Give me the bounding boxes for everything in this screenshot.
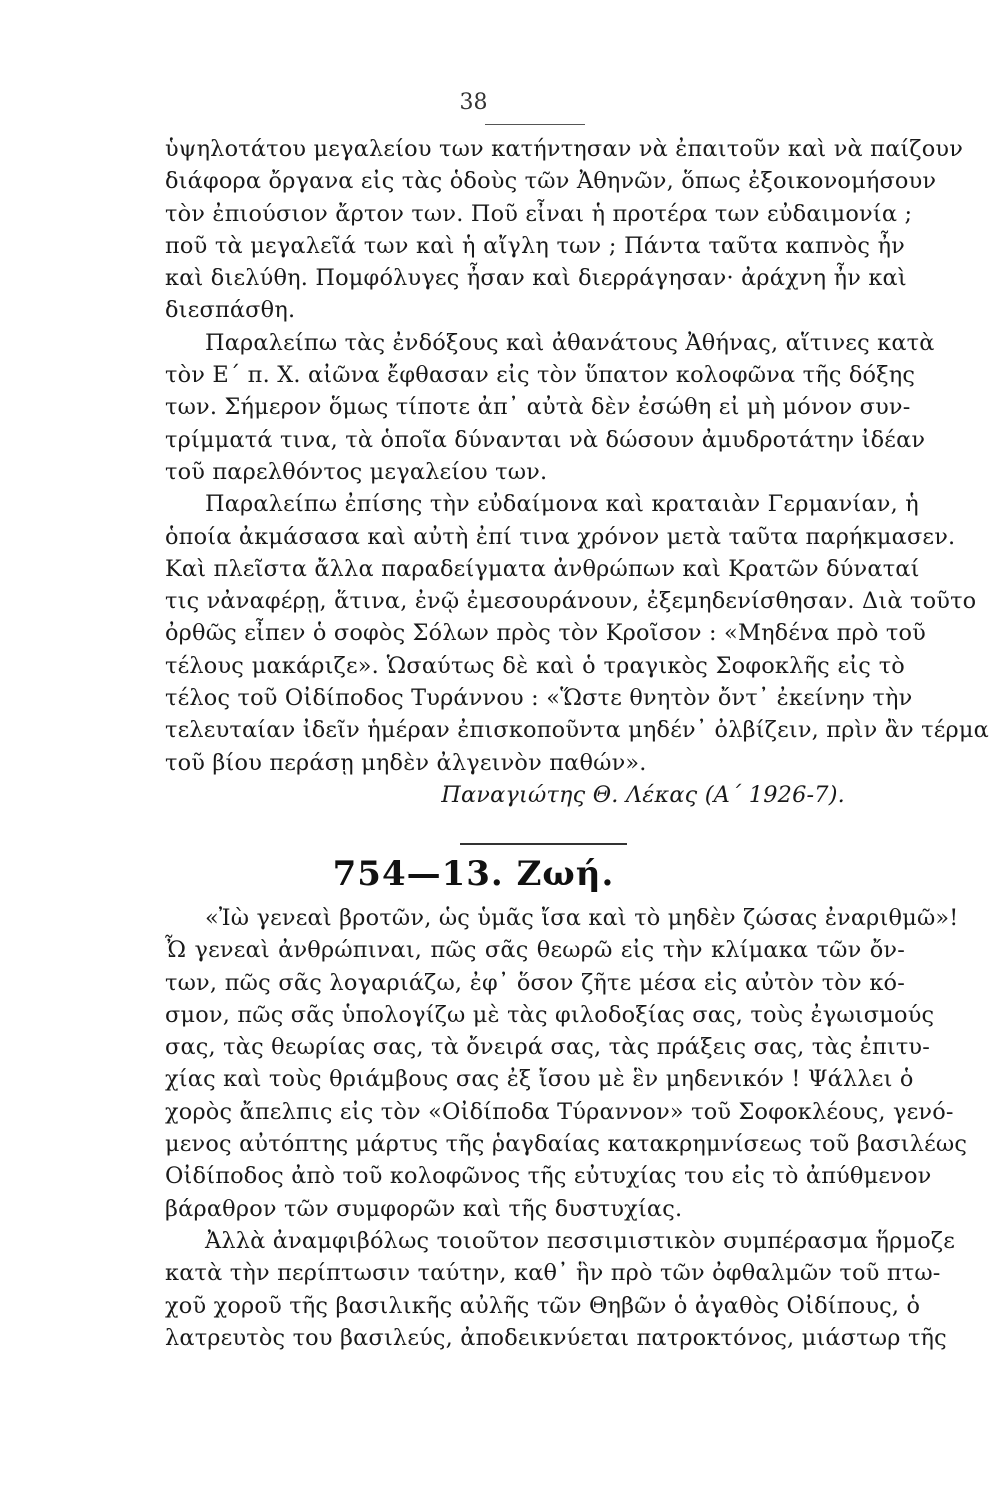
page-number-rule (485, 124, 585, 125)
text-line: Ὦ γενεαὶ ἀνθρώπιναι, πῶς σᾶς θεωρῶ εἰς τὴν κλίμακα τῶν ὄν- (165, 937, 905, 964)
text-line: ὀρθῶς εἶπεν ὁ σοφὸς Σόλων πρὸς τὸν Κροῖσον : «Μηδένα πρὸ τοῦ (165, 620, 926, 647)
text-line: τέλος τοῦ Οἰδίποδος Τυράννου : «Ὥστε θνητὸν ὄντ᾽ ἐκείνην τὴν (165, 685, 913, 712)
text-line: Οἰδίποδος ἀπὸ τοῦ κολοφῶνος τῆς εὐτυχίας του εἰς τὸ ἀπύθμενον (165, 1163, 932, 1190)
text-line: μενος αὐτόπτης μάρτυς τῆς ῥαγδαίας κατακρημνίσεως τοῦ βασιλέως (165, 1131, 968, 1158)
text-line: τελευταίαν ἰδεῖν ἡμέραν ἐπισκοποῦντα μηδέν᾽ ὀλβίζειν, πρὶν ἂν τέρμα (165, 717, 989, 744)
section-2-text (165, 902, 968, 1354)
text-line: Παραλείπω τὰς ἐνδόξους καὶ ἀθανάτους Ἀθήνας, αἵτινες κατὰ (205, 329, 935, 356)
text-line: των. Σήμερον ὅμως τίποτε ἀπ᾽ αὐτὰ δὲν ἐσώθη εἰ μὴ μόνον συν- (165, 394, 911, 421)
text-line: λατρευτὸς του βασιλεύς, ἀποδεικνύεται πατροκτόνος, μιάστωρ τῆς (165, 1324, 947, 1351)
text-line: βάραθρον τῶν συμφορῶν καὶ τῆς δυστυχίας. (165, 1195, 683, 1222)
text-line: διεσπάσθη. (165, 297, 296, 324)
text-line: ποῦ τὰ μεγαλεῖά των καὶ ἡ αἴγλη των ; Πάντα ταῦτα καπνὸς ἦν (165, 232, 905, 259)
text-line: τρίμματά τινα, τὰ ὁποῖα δύνανται νὰ δώσουν ἀμυδροτάτην ἰδέαν (165, 426, 926, 453)
section-heading: 754—13. Ζωή. (332, 854, 615, 894)
section-1-text (165, 133, 989, 811)
author-signature: Παναγιώτης Θ. Λέκας (Α΄ 1926-7). (441, 781, 845, 808)
text-line: σας, τὰς θεωρίας σας, τὰ ὄνειρά σας, τὰς πράξεις σας, τὰς ἐπιτυ- (165, 1034, 931, 1061)
text-line: των, πῶς σᾶς λογαριάζω, ἐφ᾽ ὅσον ζῆτε μέσα εἰς αὐτὸν τὸν κό- (165, 969, 905, 996)
page-number: 38 (459, 90, 488, 115)
text-line: τις νἀναφέρῃ, ἅτινα, ἐνῷ ἐμεσουράνουν, ἐξεμηδενίσθησαν. Διὰ τοῦτο (165, 588, 977, 615)
text-line: χίας καὶ τοὺς θριάμβους σας ἐξ ἴσου μὲ ἓν μηδενικόν ! Ψάλλει ὁ (165, 1066, 914, 1093)
text-line: καὶ διελύθη. Πομφόλυγες ἦσαν καὶ διερράγησαν· ἀράχνη ἦν καὶ (165, 265, 907, 292)
section-divider (460, 843, 627, 845)
text-line: Παραλείπω ἐπίσης τὴν εὐδαίμονα καὶ κραταιὰν Γερμανίαν, ἡ (205, 491, 919, 518)
text-line: τοῦ παρελθόντος μεγαλείου των. (165, 458, 548, 485)
text-line: Καὶ πλεῖστα ἄλλα παραδείγματα ἀνθρώπων καὶ Κρατῶν δύναταί (165, 555, 920, 582)
text-line: ὑψηλοτάτου μεγαλείου των κατήντησαν νὰ ἐπαιτοῦν καὶ νὰ παίζουν (165, 136, 964, 162)
text-line: χοῦ χοροῦ τῆς βασιλικῆς αὐλῆς τῶν Θηβῶν ὁ ἀγαθὸς Οἰδίπους, ὁ (165, 1292, 921, 1319)
text-line: διάφορα ὄργανα εἰς τὰς ὁδοὺς τῶν Ἀθηνῶν, ὅπως ἐξοικονομήσουν (165, 168, 937, 195)
text-line: τοῦ βίου περάσῃ μηδὲν ἀλγεινὸν παθών». (165, 749, 647, 776)
text-line: κατὰ τὴν περίπτωσιν ταύτην, καθ᾽ ἣν πρὸ τῶν ὀφθαλμῶν τοῦ πτω- (165, 1260, 941, 1287)
text-line: «Ἰὼ γενεαὶ βροτῶν, ὡς ὑμᾶς ἴσα καὶ τὸ μηδὲν ζώσας ἐναριθμῶ»! (205, 905, 959, 931)
text-line: σμον, πῶς σᾶς ὑπολογίζω μὲ τὰς φιλοδοξίας σας, τοὺς ἐγωισμούς (165, 1001, 935, 1028)
text-line: τὸν ἐπιούσιον ἄρτον των. Ποῦ εἶναι ἡ προτέρα των εὐδαιμονία ; (165, 200, 913, 227)
text-line: ὁποία ἀκμάσασα καὶ αὐτὴ ἐπί τινα χρόνον μετὰ ταῦτα παρήκμασεν. (165, 523, 956, 550)
text-line: τέλους μακάριζε». Ὡσαύτως δὲ καὶ ὁ τραγικὸς Σοφοκλῆς εἰς τὸ (165, 652, 905, 679)
text-line: χορὸς ἄπελπις εἰς τὸν «Οἰδίποδα Τύραννον» τοῦ Σοφοκλέους, γενό- (165, 1098, 954, 1125)
text-line: Ἀλλὰ ἀναμφιβόλως τοιοῦτον πεσσιμιστικὸν συμπέρασμα ἥρμοζε (205, 1227, 956, 1254)
text-line: τὸν Ε΄ π. Χ. αἰῶνα ἔφθασαν εἰς τὸν ὕπατον κολοφῶνα τῆς δόξης (165, 362, 916, 389)
